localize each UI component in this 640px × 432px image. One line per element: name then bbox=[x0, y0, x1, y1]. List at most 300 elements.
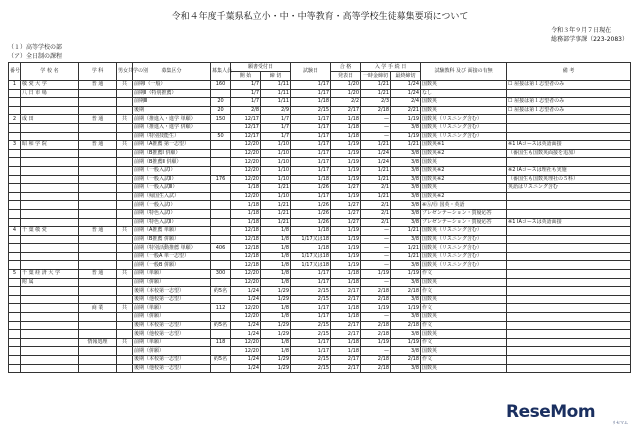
cell-course: 普 通 bbox=[79, 81, 117, 90]
cell-pf: 2/18 bbox=[391, 321, 421, 330]
cell-subj: 国数英※2 bbox=[421, 166, 507, 175]
cell-course bbox=[79, 175, 117, 184]
document-title: 令和４年度千葉県私立小・中・中等教育・高等学校生徒募集要項について bbox=[171, 12, 469, 22]
cell-ex: 1/18 bbox=[291, 175, 331, 184]
cell-subj: 国数英 bbox=[421, 81, 507, 90]
cell-cat: 前期（A推薦 単願） bbox=[133, 227, 211, 236]
cell-pf: 1/21 bbox=[391, 244, 421, 253]
cell-as: 12/20 bbox=[231, 166, 261, 175]
cell-pf: 3/8 bbox=[391, 313, 421, 322]
cell-gender bbox=[117, 321, 133, 330]
cell-gender bbox=[117, 132, 133, 141]
cell-gender bbox=[117, 192, 133, 201]
cell-pd: 2/18 bbox=[361, 364, 391, 373]
cell-cat: 前期（A推薦 第一志望） bbox=[133, 141, 211, 150]
cell-no: 3 bbox=[9, 141, 21, 150]
cell-pd: — bbox=[361, 123, 391, 132]
cell-ae: 1/11 bbox=[261, 98, 291, 107]
cell-course bbox=[79, 347, 117, 356]
cell-cat: 前期（一般A 単一志望） bbox=[133, 252, 211, 261]
table-row bbox=[9, 175, 631, 184]
cell-pd: 2/18 bbox=[361, 106, 391, 115]
cell-pd: — bbox=[361, 227, 391, 236]
cell-ae: 1/8 bbox=[261, 235, 291, 244]
header-apply-start: 開 始 bbox=[231, 72, 261, 81]
cell-ae: 1/21 bbox=[261, 209, 291, 218]
cell-cat: 前期（B推薦Ⅰ 併願） bbox=[133, 149, 211, 158]
table-row bbox=[9, 356, 631, 365]
cell-ex: 1/17 bbox=[291, 158, 331, 167]
cell-pd: 1/21 bbox=[361, 89, 391, 98]
cell-no bbox=[9, 123, 21, 132]
cell-cap: 300 bbox=[211, 270, 231, 279]
cell-no bbox=[9, 356, 21, 365]
cell-rem bbox=[507, 261, 631, 270]
cell-no bbox=[9, 184, 21, 193]
cell-cap bbox=[211, 252, 231, 261]
cell-cap: 160 bbox=[211, 81, 231, 90]
cell-school bbox=[21, 261, 79, 270]
cell-no bbox=[9, 313, 21, 322]
cell-ae: 1/10 bbox=[261, 149, 291, 158]
cell-school bbox=[21, 106, 79, 115]
cell-rd: 1/19 bbox=[331, 227, 361, 236]
cell-gender bbox=[117, 106, 133, 115]
cell-no bbox=[9, 261, 21, 270]
cell-school bbox=[21, 218, 79, 227]
cell-ae: 1/8 bbox=[261, 227, 291, 236]
cell-cat: 後期（本校第一志望） bbox=[133, 356, 211, 365]
cell-rem bbox=[507, 158, 631, 167]
table-row bbox=[9, 89, 631, 98]
cell-rem bbox=[507, 321, 631, 330]
cell-pd: — bbox=[361, 244, 391, 253]
cell-school bbox=[21, 252, 79, 261]
cell-pf: 1/21 bbox=[391, 227, 421, 236]
cell-subj: 国数英 bbox=[421, 313, 507, 322]
table-row bbox=[9, 235, 631, 244]
header-category: 募集区分 bbox=[133, 63, 211, 81]
cell-ex: 1/17 bbox=[291, 89, 331, 98]
cell-ae: 1/29 bbox=[261, 287, 291, 296]
cell-ex: 1/17 bbox=[291, 132, 331, 141]
cell-ae: 1/8 bbox=[261, 252, 291, 261]
table-row bbox=[9, 149, 631, 158]
logo-subtext: リセマム bbox=[612, 420, 628, 425]
cell-pd: — bbox=[361, 132, 391, 141]
table-row bbox=[9, 278, 631, 287]
cell-pd: 2/18 bbox=[361, 356, 391, 365]
cell-ae: 1/10 bbox=[261, 158, 291, 167]
cell-school bbox=[21, 98, 79, 107]
cell-pf: 3/8 bbox=[391, 175, 421, 184]
cell-pf: 3/8 bbox=[391, 166, 421, 175]
cell-cat: 前期（単願） bbox=[133, 304, 211, 313]
cell-ae: 1/8 bbox=[261, 261, 291, 270]
cell-school: 八 日 市 場 bbox=[21, 89, 79, 98]
cell-ae: 1/8 bbox=[261, 278, 291, 287]
cell-rd: 1/27 bbox=[331, 201, 361, 210]
cell-as: 1/24 bbox=[231, 364, 261, 373]
cell-pd: — bbox=[361, 252, 391, 261]
cell-rd: 1/19 bbox=[331, 141, 361, 150]
cell-no bbox=[9, 278, 21, 287]
cell-course bbox=[79, 364, 117, 373]
cell-gender bbox=[117, 364, 133, 373]
cell-ex: 1/17 bbox=[291, 141, 331, 150]
cell-course: 情報処理 bbox=[79, 338, 117, 347]
cell-rd: 1/19 bbox=[331, 149, 361, 158]
cell-as: 12/20 bbox=[231, 158, 261, 167]
cell-ex: 2/15 bbox=[291, 330, 331, 339]
cell-cat: 前期Ⅱ（特別推薦） bbox=[133, 89, 211, 98]
cell-gender bbox=[117, 252, 133, 261]
cell-subj: 国数英（リスニング含む） bbox=[421, 244, 507, 253]
table-row bbox=[9, 81, 631, 90]
cell-subj: 作文 bbox=[421, 321, 507, 330]
cell-course bbox=[79, 192, 117, 201]
cell-school bbox=[21, 201, 79, 210]
cell-gender bbox=[117, 123, 133, 132]
cell-ex: 1/26 bbox=[291, 218, 331, 227]
cell-cat: 前期（特別技能生） bbox=[133, 132, 211, 141]
table-row bbox=[9, 132, 631, 141]
cell-ae: 1/29 bbox=[261, 295, 291, 304]
cell-school bbox=[21, 209, 79, 218]
cell-cat: 前期（推進入・進学 単願） bbox=[133, 115, 211, 124]
cell-ae: 1/8 bbox=[261, 304, 291, 313]
cell-as: 12/20 bbox=[231, 270, 261, 279]
cell-ae: 1/21 bbox=[261, 201, 291, 210]
cell-rem bbox=[507, 115, 631, 124]
cell-cap bbox=[211, 218, 231, 227]
cell-as: 12/18 bbox=[231, 261, 261, 270]
cell-rd: 2/17 bbox=[331, 295, 361, 304]
cell-pf: 3/8 bbox=[391, 201, 421, 210]
cell-course: 普 通 bbox=[79, 270, 117, 279]
table-row bbox=[9, 158, 631, 167]
cell-pd: — bbox=[361, 278, 391, 287]
cell-pd: 2/18 bbox=[361, 330, 391, 339]
cell-ae: 1/8 bbox=[261, 270, 291, 279]
cell-subj: 作文 bbox=[421, 338, 507, 347]
cell-subj: ※Ⓐ/Ⓑ 国英・英語 bbox=[421, 201, 507, 210]
cell-cat: 前期（特別活動推薦 単願） bbox=[133, 244, 211, 253]
cell-rem: 英語はリスニング含む bbox=[507, 184, 631, 193]
cell-cap: 20 bbox=[211, 106, 231, 115]
cell-cat: 前期（特色入試Ⅱ） bbox=[133, 218, 211, 227]
cell-gender bbox=[117, 218, 133, 227]
cell-pf: 3/8 bbox=[391, 330, 421, 339]
cell-gender bbox=[117, 175, 133, 184]
cell-pf: 1/19 bbox=[391, 115, 421, 124]
cell-pd: — bbox=[361, 347, 391, 356]
cell-school bbox=[21, 123, 79, 132]
cell-no bbox=[9, 364, 21, 373]
cell-subj: 国数英※1 bbox=[421, 141, 507, 150]
cell-pf: 3/8 bbox=[391, 149, 421, 158]
cell-rd: 1/27 bbox=[331, 184, 361, 193]
cell-school bbox=[21, 149, 79, 158]
cell-school bbox=[21, 192, 79, 201]
cell-rd: 2/2 bbox=[331, 98, 361, 107]
header-subjects: 試験教科 及び 面接の有無 bbox=[421, 63, 507, 81]
cell-ae: 1/8 bbox=[261, 338, 291, 347]
cell-no bbox=[9, 175, 21, 184]
cell-no bbox=[9, 98, 21, 107]
cell-rd: 2/17 bbox=[331, 364, 361, 373]
cell-rd: 2/17 bbox=[331, 106, 361, 115]
cell-gender: 共 bbox=[117, 304, 133, 313]
cell-pd: 1/19 bbox=[361, 270, 391, 279]
cell-rem bbox=[507, 304, 631, 313]
cell-cap: 150 bbox=[211, 115, 231, 124]
cell-cap: 112 bbox=[211, 304, 231, 313]
cell-cat: 前期（推進入・進学 併願） bbox=[133, 123, 211, 132]
cell-ex: 1/26 bbox=[291, 184, 331, 193]
cell-subj: 国数英（リスニング含む） bbox=[421, 123, 507, 132]
cell-subj: 国数英（リスニング含む） bbox=[421, 115, 507, 124]
cell-rem bbox=[507, 295, 631, 304]
cell-pd: 1/21 bbox=[361, 81, 391, 90]
cell-cap: 176 bbox=[211, 175, 231, 184]
cell-school bbox=[21, 321, 79, 330]
cell-rd: 2/17 bbox=[331, 356, 361, 365]
cell-pd: 1/21 bbox=[361, 141, 391, 150]
cell-pf: 2/18 bbox=[391, 287, 421, 296]
table-row bbox=[9, 287, 631, 296]
cell-ex: 1/18 bbox=[291, 227, 331, 236]
cell-gender bbox=[117, 209, 133, 218]
document-department: 総務部学事課（223-2083） bbox=[551, 36, 628, 43]
cell-cap: 約5名 bbox=[211, 321, 231, 330]
cell-pf: 3/8 bbox=[391, 123, 421, 132]
cell-rem bbox=[507, 313, 631, 322]
cell-rd: 1/18 bbox=[331, 338, 361, 347]
cell-rem bbox=[507, 244, 631, 253]
cell-pf: 1/19 bbox=[391, 132, 421, 141]
cell-course: 普 通 bbox=[79, 115, 117, 124]
cell-ex: 1/18 bbox=[291, 244, 331, 253]
cell-rd: 1/18 bbox=[331, 132, 361, 141]
cell-ex: 1/17 bbox=[291, 123, 331, 132]
cell-school bbox=[21, 184, 79, 193]
cell-no bbox=[9, 132, 21, 141]
cell-ae: 1/7 bbox=[261, 123, 291, 132]
table-row bbox=[9, 321, 631, 330]
cell-rd: 1/19 bbox=[331, 261, 361, 270]
cell-pf: 3/8 bbox=[391, 209, 421, 218]
cell-school bbox=[21, 356, 79, 365]
cell-school: 敬 愛 大 学 bbox=[21, 81, 79, 90]
cell-gender bbox=[117, 356, 133, 365]
table-row bbox=[9, 244, 631, 253]
cell-no bbox=[9, 252, 21, 261]
table-row bbox=[9, 192, 631, 201]
cell-no bbox=[9, 149, 21, 158]
table-row bbox=[9, 141, 631, 150]
cell-as: 1/18 bbox=[231, 201, 261, 210]
cell-cap bbox=[211, 227, 231, 236]
table-row bbox=[9, 261, 631, 270]
cell-no bbox=[9, 192, 21, 201]
cell-cat: 前期Ⅰ（一般） bbox=[133, 81, 211, 90]
cell-pd: 1/24 bbox=[361, 158, 391, 167]
cell-subj: 作文 bbox=[421, 270, 507, 279]
cell-as: 1/24 bbox=[231, 287, 261, 296]
cell-pf: 3/8 bbox=[391, 364, 421, 373]
cell-pf: 3/8 bbox=[391, 261, 421, 270]
cell-as: 1/18 bbox=[231, 184, 261, 193]
table-row bbox=[9, 184, 631, 193]
cell-rem bbox=[507, 330, 631, 339]
cell-gender bbox=[117, 244, 133, 253]
cell-cat: 後期（他校第一志望） bbox=[133, 364, 211, 373]
cell-pf: 3/8 bbox=[391, 218, 421, 227]
header-capacity: 募集人員 bbox=[211, 63, 231, 81]
cell-rd: 1/18 bbox=[331, 270, 361, 279]
cell-cat: 前期（併願） bbox=[133, 313, 211, 322]
table-row bbox=[9, 304, 631, 313]
cell-pf: 2/21 bbox=[391, 106, 421, 115]
cell-ae: 1/29 bbox=[261, 330, 291, 339]
table-row bbox=[9, 218, 631, 227]
cell-ex: 1/17又は18 bbox=[291, 261, 331, 270]
cell-course bbox=[79, 244, 117, 253]
cell-ae: 1/11 bbox=[261, 89, 291, 98]
cell-cap: 118 bbox=[211, 338, 231, 347]
cell-rem bbox=[507, 235, 631, 244]
cell-rem: ※1 IAコースは英語面接 bbox=[507, 141, 631, 150]
cell-rem bbox=[507, 364, 631, 373]
cell-cat: 後期（本校第一志望） bbox=[133, 287, 211, 296]
table-row bbox=[9, 106, 631, 115]
cell-school bbox=[21, 330, 79, 339]
table-row bbox=[9, 330, 631, 339]
cell-gender bbox=[117, 295, 133, 304]
document-date: 令和３年９月７日現在 bbox=[551, 27, 612, 34]
cell-pd: 2/1 bbox=[361, 218, 391, 227]
cell-cat: 前期（B推薦 併願） bbox=[133, 235, 211, 244]
cell-ex: 1/18 bbox=[291, 98, 331, 107]
cell-cap bbox=[211, 261, 231, 270]
cell-pf: 3/8 bbox=[391, 295, 421, 304]
cell-school bbox=[21, 295, 79, 304]
cell-rem: （番国生も国数英面接を追加） bbox=[507, 149, 631, 158]
cell-gender: 共 bbox=[117, 141, 133, 150]
cell-gender bbox=[117, 313, 133, 322]
cell-no bbox=[9, 106, 21, 115]
cell-cap bbox=[211, 123, 231, 132]
cell-course bbox=[79, 209, 117, 218]
cell-cap: 50 bbox=[211, 132, 231, 141]
cell-as: 1/24 bbox=[231, 356, 261, 365]
cell-ex: 1/17 bbox=[291, 115, 331, 124]
cell-cap bbox=[211, 184, 231, 193]
cell-ex: 2/15 bbox=[291, 106, 331, 115]
header-procedure: 入 学 手 続 日 bbox=[361, 63, 421, 72]
cell-rd: 1/18 bbox=[331, 115, 361, 124]
cell-course bbox=[79, 278, 117, 287]
cell-as: 1/24 bbox=[231, 295, 261, 304]
cell-ae: 2/9 bbox=[261, 106, 291, 115]
cell-no bbox=[9, 218, 21, 227]
cell-ae: 1/8 bbox=[261, 313, 291, 322]
cell-gender: 共 bbox=[117, 227, 133, 236]
cell-ae: 1/8 bbox=[261, 244, 291, 253]
table-row bbox=[9, 98, 631, 107]
cell-cat: 後期 bbox=[133, 106, 211, 115]
header-result: 合 格 bbox=[331, 63, 361, 72]
cell-as: 12/20 bbox=[231, 149, 261, 158]
cell-school bbox=[21, 166, 79, 175]
cell-school: 千 葉 経 済 大 学 bbox=[21, 270, 79, 279]
cell-course bbox=[79, 158, 117, 167]
cell-ae: 1/10 bbox=[261, 166, 291, 175]
cell-ae: 1/29 bbox=[261, 356, 291, 365]
cell-cap bbox=[211, 166, 231, 175]
cell-course: 普 通 bbox=[79, 141, 117, 150]
cell-school bbox=[21, 235, 79, 244]
cell-ex: 1/17 bbox=[291, 192, 331, 201]
cell-cat: 後期（他校第一志望） bbox=[133, 330, 211, 339]
cell-ae: 1/10 bbox=[261, 175, 291, 184]
cell-subj: 国数英※2 bbox=[421, 192, 507, 201]
cell-ex: 1/17 bbox=[291, 338, 331, 347]
cell-school bbox=[21, 132, 79, 141]
cell-no bbox=[9, 158, 21, 167]
cell-no bbox=[9, 295, 21, 304]
cell-course bbox=[79, 218, 117, 227]
table-row bbox=[9, 364, 631, 373]
cell-no bbox=[9, 244, 21, 253]
cell-pd: 1/21 bbox=[361, 175, 391, 184]
cell-course bbox=[79, 184, 117, 193]
cell-subj: プレゼンテーション・質疑応答 bbox=[421, 209, 507, 218]
cell-rem bbox=[507, 270, 631, 279]
cell-rem bbox=[507, 89, 631, 98]
cell-subj: プレゼンテーション・質疑応答 bbox=[421, 218, 507, 227]
cell-as: 12/20 bbox=[231, 175, 261, 184]
cell-no: 4 bbox=[9, 227, 21, 236]
cell-cap bbox=[211, 192, 231, 201]
cell-cap bbox=[211, 209, 231, 218]
cell-pf: 3/8 bbox=[391, 235, 421, 244]
header-school: 学 校 名 bbox=[21, 63, 79, 81]
cell-as: 12/18 bbox=[231, 227, 261, 236]
cell-no bbox=[9, 235, 21, 244]
cell-ex: 1/17 bbox=[291, 347, 331, 356]
cell-course bbox=[79, 356, 117, 365]
cell-pd: 1/19 bbox=[361, 338, 391, 347]
cell-rem: ☐ 屋接は第１志望者のみ bbox=[507, 98, 631, 107]
cell-course bbox=[79, 295, 117, 304]
cell-rd: 1/20 bbox=[331, 81, 361, 90]
cell-pd: — bbox=[361, 261, 391, 270]
cell-course bbox=[79, 89, 117, 98]
cell-pd: — bbox=[361, 115, 391, 124]
cell-rd: 1/19 bbox=[331, 175, 361, 184]
cell-rd: 1/19 bbox=[331, 158, 361, 167]
cell-as: 12/18 bbox=[231, 244, 261, 253]
cell-subj: 国数英 bbox=[421, 184, 507, 193]
cell-ae: 1/7 bbox=[261, 115, 291, 124]
cell-ex: 1/17 bbox=[291, 313, 331, 322]
cell-cap bbox=[211, 235, 231, 244]
cell-pd: 1/19 bbox=[361, 304, 391, 313]
cell-cap: 約5名 bbox=[211, 356, 231, 365]
cell-as: 1/7 bbox=[231, 81, 261, 90]
